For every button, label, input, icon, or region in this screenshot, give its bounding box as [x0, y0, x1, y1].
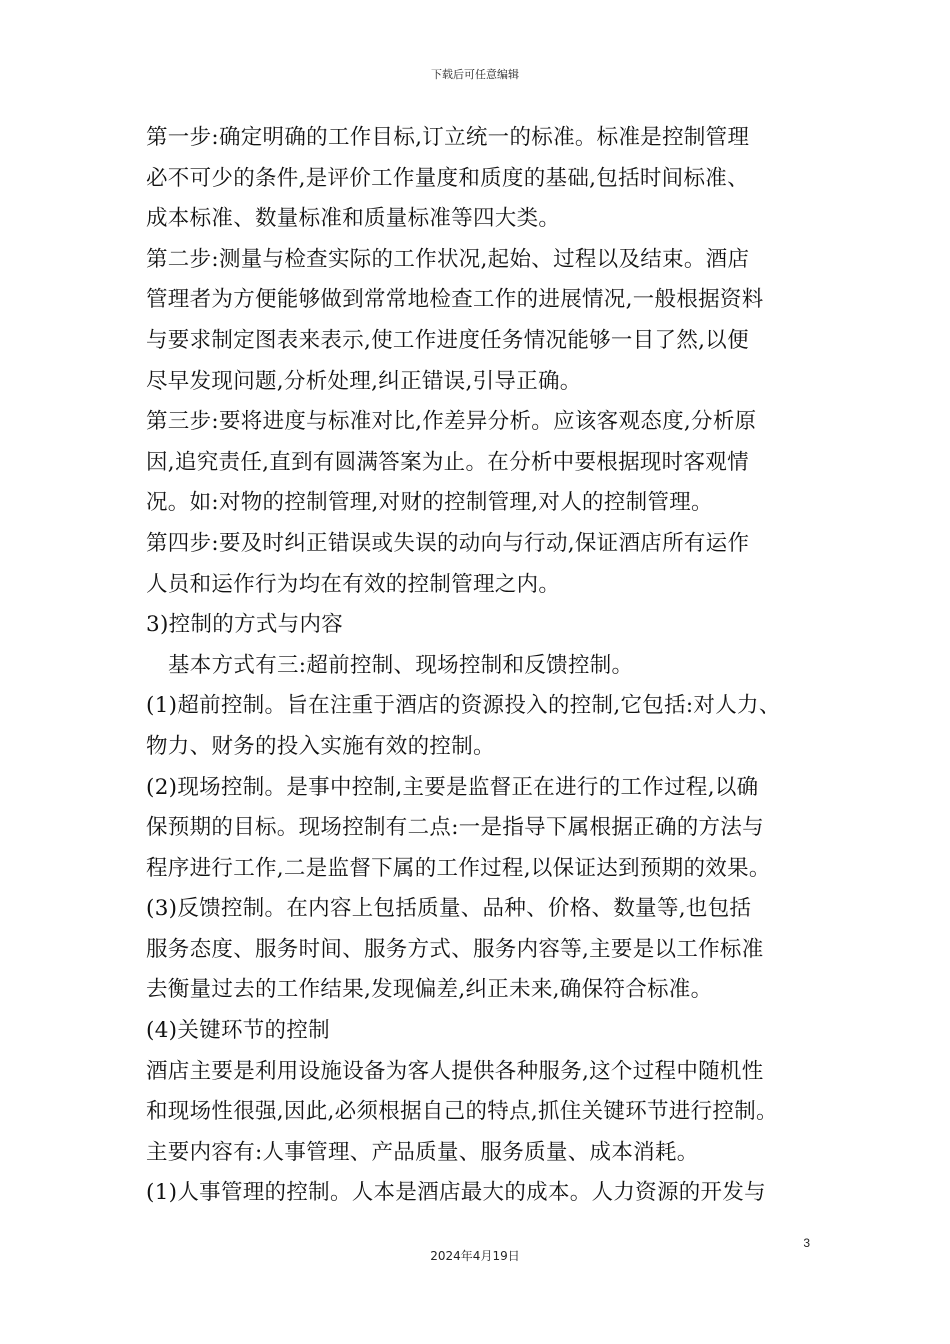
- page-number: 3: [803, 1236, 810, 1250]
- text-line: 去衡量过去的工作结果,发现偏差,纠正未来,确保符合标准。: [146, 977, 713, 1003]
- text-line: 人员和运作行为均在有效的控制管理之内。: [146, 571, 561, 597]
- text-line: 酒店主要是利用设施设备为客人提供各种服务,这个过程中随机性: [146, 1058, 764, 1084]
- text-line: 物力、财务的投入实施有效的控制。: [146, 733, 495, 759]
- text-line: 主要内容有:人事管理、产品质量、服务质量、成本消耗。: [146, 1139, 699, 1165]
- text-line: 第一步:确定明确的工作目标,订立统一的标准。标准是控制管理: [146, 125, 750, 150]
- text-line: 管理者为方便能够做到常常地检查工作的进展情况,一般根据资料: [146, 287, 764, 313]
- text-line: 必不可少的条件,是评价工作量度和质度的基础,包括时间标准、: [146, 165, 749, 191]
- text-line: 成本标准、数量标准和质量标准等四大类。: [146, 206, 561, 232]
- text-line: 因,追究责任,直到有圆满答案为止。在分析中要根据现时客观情: [146, 449, 749, 475]
- text-line: 第四步:要及时纠正错误或失误的动向与行动,保证酒店所有运作: [146, 530, 750, 556]
- text-line: (1)超前控制。旨在注重于酒店的资源投入的控制,它包括:对人力、: [146, 693, 781, 719]
- text-line: 和现场性很强,因此,必须根据自己的特点,抓住关键环节进行控制。: [146, 1099, 778, 1125]
- section-heading: (4)关键环节的控制: [146, 1018, 330, 1044]
- document-body: [146, 118, 836, 1214]
- page-header: 下载后可任意编辑: [431, 68, 519, 81]
- text-line: 保预期的目标。现场控制有二点:一是指导下属根据正确的方法与: [146, 815, 764, 841]
- page-footer-date: 2024年4月19日: [430, 1249, 520, 1263]
- text-line: 第二步:测量与检查实际的工作状况,起始、过程以及结束。酒店: [146, 246, 750, 272]
- text-line: (1)人事管理的控制。人本是酒店最大的成本。人力资源的开发与: [146, 1180, 766, 1206]
- text-line: 况。如:对物的控制管理,对财的控制管理,对人的控制管理。: [146, 490, 713, 516]
- text-line: 第三步:要将进度与标准对比,作差异分析。应该客观态度,分析原: [146, 409, 757, 435]
- section-heading: 3)控制的方式与内容: [146, 612, 344, 638]
- text-line: 基本方式有三:超前控制、现场控制和反馈控制。: [168, 652, 634, 678]
- text-line: 服务态度、服务时间、服务方式、服务内容等,主要是以工作标准: [146, 936, 764, 962]
- text-line: 尽早发现问题,分析处理,纠正错误,引导正确。: [146, 368, 582, 394]
- text-line: 程序进行工作,二是监督下属的工作过程,以保证达到预期的效果。: [146, 855, 771, 881]
- text-line: (3)反馈控制。在内容上包括质量、品种、价格、数量等,也包括: [146, 896, 752, 922]
- text-line: (2)现场控制。是事中控制,主要是监督正在进行的工作过程,以确: [146, 774, 759, 800]
- text-line: 与要求制定图表来表示,使工作进度任务情况能够一目了然,以便: [146, 327, 749, 353]
